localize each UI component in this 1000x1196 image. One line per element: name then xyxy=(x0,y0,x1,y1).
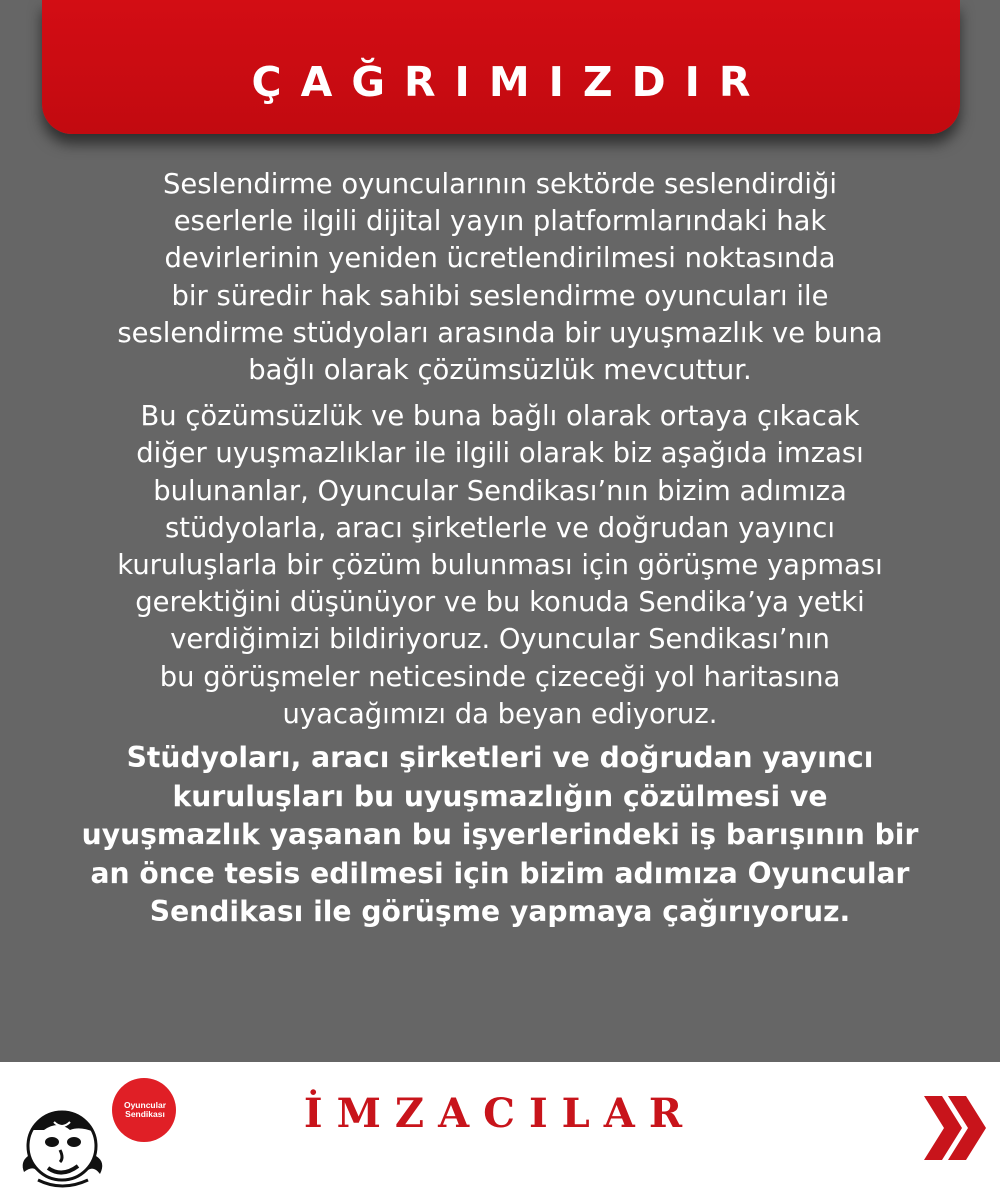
logo-line-2: Sendikası xyxy=(125,1109,165,1119)
double-chevron-right-icon[interactable] xyxy=(920,1092,988,1164)
bold-paragraph: Stüdyoları, aracı şirketleri ve doğrudan yayıncı kuruluşları bu uyuşmazlığın çözülmesi ve uyuşmazlık yaşanan bu işyerlerindeki iş barışının bir an önce tesis edilmesi için bizim adımıza Oyuncular Sendikası ile görüşme yapmaya çağırıyoruz. xyxy=(81,741,919,929)
signatories-title: İMZACILAR xyxy=(303,1090,697,1137)
footer xyxy=(0,1062,1000,1196)
header-banner xyxy=(42,0,960,134)
paragraph-1: Seslendirme oyuncularının sektörde seslendirdiği eserlerle ilgili dijital yayın platformlarındaki hak devirlerinin yeniden ücretlendirilmesi noktasında bir süredir hak sahibi seslendirme oyuncuları ile seslendirme stüdyoları arasında bir uyuşmazlık ve buna bağlı olarak çözümsüzlük mevcuttur. xyxy=(117,169,883,387)
paragraph-2: Bu çözümsüzlük ve buna bağlı olarak ortaya çıkacak diğer uyuşmazlıklar ile ilgili olarak biz aşağıda imzası bulunanlar, Oyuncular Sendikası’nın bizim adımıza stüdyolarla, aracı şirketlerle ve doğrudan yayıncı kuruluşlarla bir çözüm bulunması için görüşme yapması gerektiğini düşünüyor ve bu konuda Sendika’ya yetki verdiğimizi bildiriyoruz. Oyuncular Sendikası’nın bu görüşmeler neticesinde çizeceği yol haritasına uyacağımızı da beyan ediyoruz. xyxy=(117,401,883,730)
page-title: ÇAĞRIMIZDIR xyxy=(251,58,770,106)
logo-line-1: Oyuncular xyxy=(123,1100,167,1110)
body-text xyxy=(60,166,940,932)
